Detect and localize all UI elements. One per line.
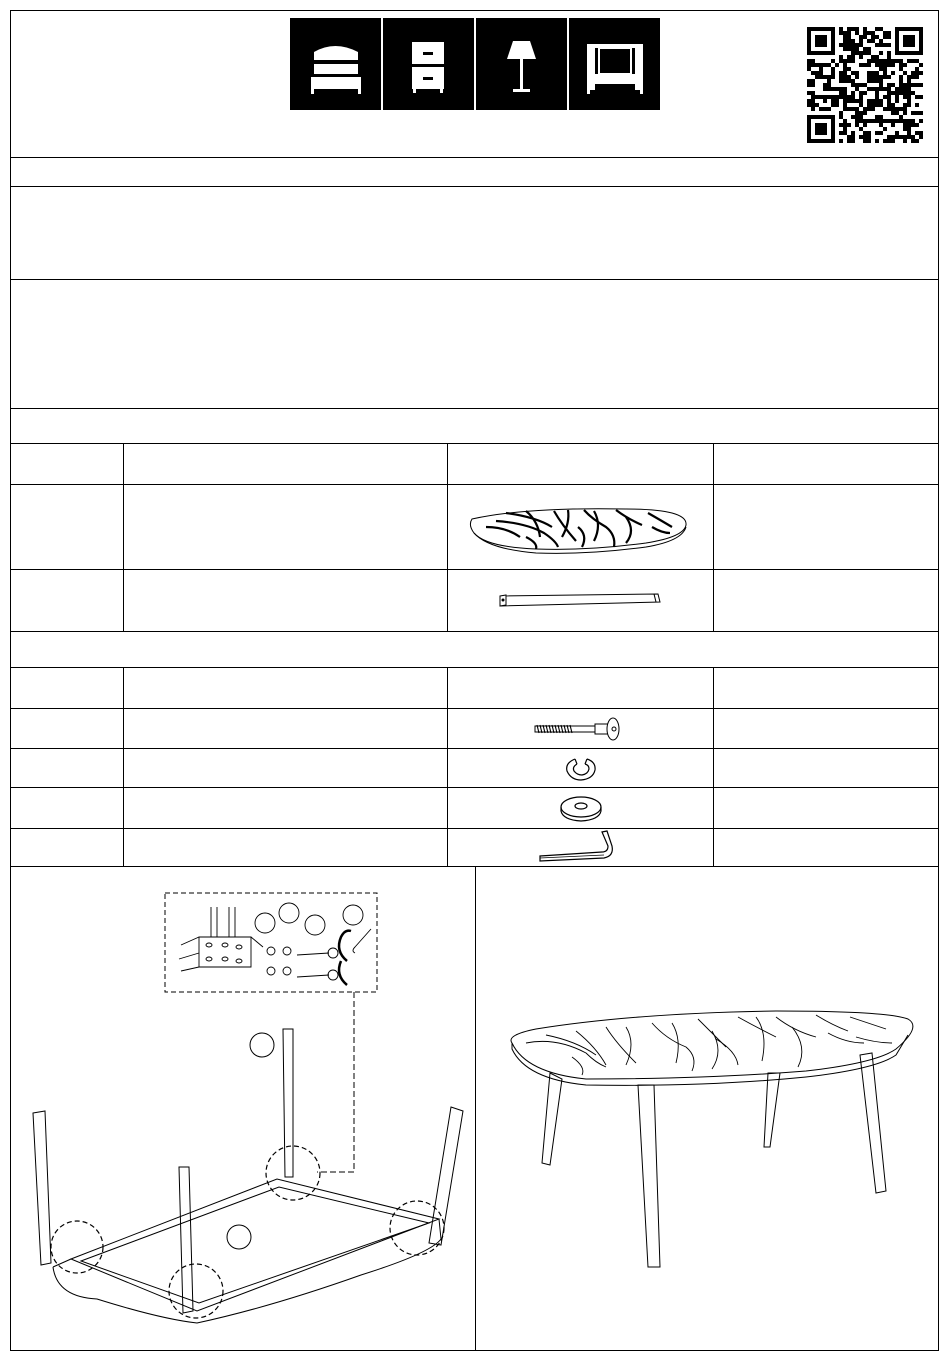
furniture-category-icons [290, 18, 660, 110]
hardware-heading [11, 632, 938, 667]
title-band [11, 158, 938, 186]
hardware-qty [714, 829, 938, 866]
column-header-qty [714, 444, 938, 484]
spring-washer-illustration [448, 749, 713, 787]
description-band [11, 187, 938, 279]
part-id [11, 570, 123, 631]
armchair-icon [569, 18, 660, 110]
part-name [124, 570, 447, 631]
hardware-qty [714, 749, 938, 787]
hardware-qty [714, 788, 938, 828]
hardware-id [11, 788, 123, 828]
hardware-name [124, 829, 447, 866]
table-leg-illustration [448, 570, 713, 631]
allen-key-illustration [448, 829, 713, 866]
column-header-image [448, 444, 713, 484]
assembled-table-illustration [476, 867, 938, 1350]
hardware-id [11, 829, 123, 866]
bolt-illustration [448, 709, 713, 748]
column-header-id [11, 668, 123, 708]
qr-code-icon[interactable] [806, 27, 924, 143]
column-header-name [124, 444, 447, 484]
hardware-name [124, 749, 447, 787]
notes-band [11, 280, 938, 408]
floor-lamp-icon [476, 18, 567, 110]
part-qty [714, 485, 938, 569]
column-header-qty [714, 668, 938, 708]
part-id [11, 485, 123, 569]
column-header-name [124, 668, 447, 708]
drawer-cabinet-icon [383, 18, 474, 110]
hardware-name [124, 709, 447, 748]
flat-washer-illustration [448, 788, 713, 828]
leg-attachment-diagram [11, 867, 475, 1350]
bed-icon [290, 18, 381, 110]
detail-inset [165, 893, 377, 992]
components-heading [11, 409, 938, 443]
table-top-illustration [448, 485, 713, 569]
hardware-id [11, 709, 123, 748]
part-qty [714, 570, 938, 631]
part-name [124, 485, 447, 569]
hardware-qty [714, 709, 938, 748]
column-header-id [11, 444, 123, 484]
hardware-id [11, 749, 123, 787]
column-header-image [448, 668, 713, 708]
hardware-name [124, 788, 447, 828]
